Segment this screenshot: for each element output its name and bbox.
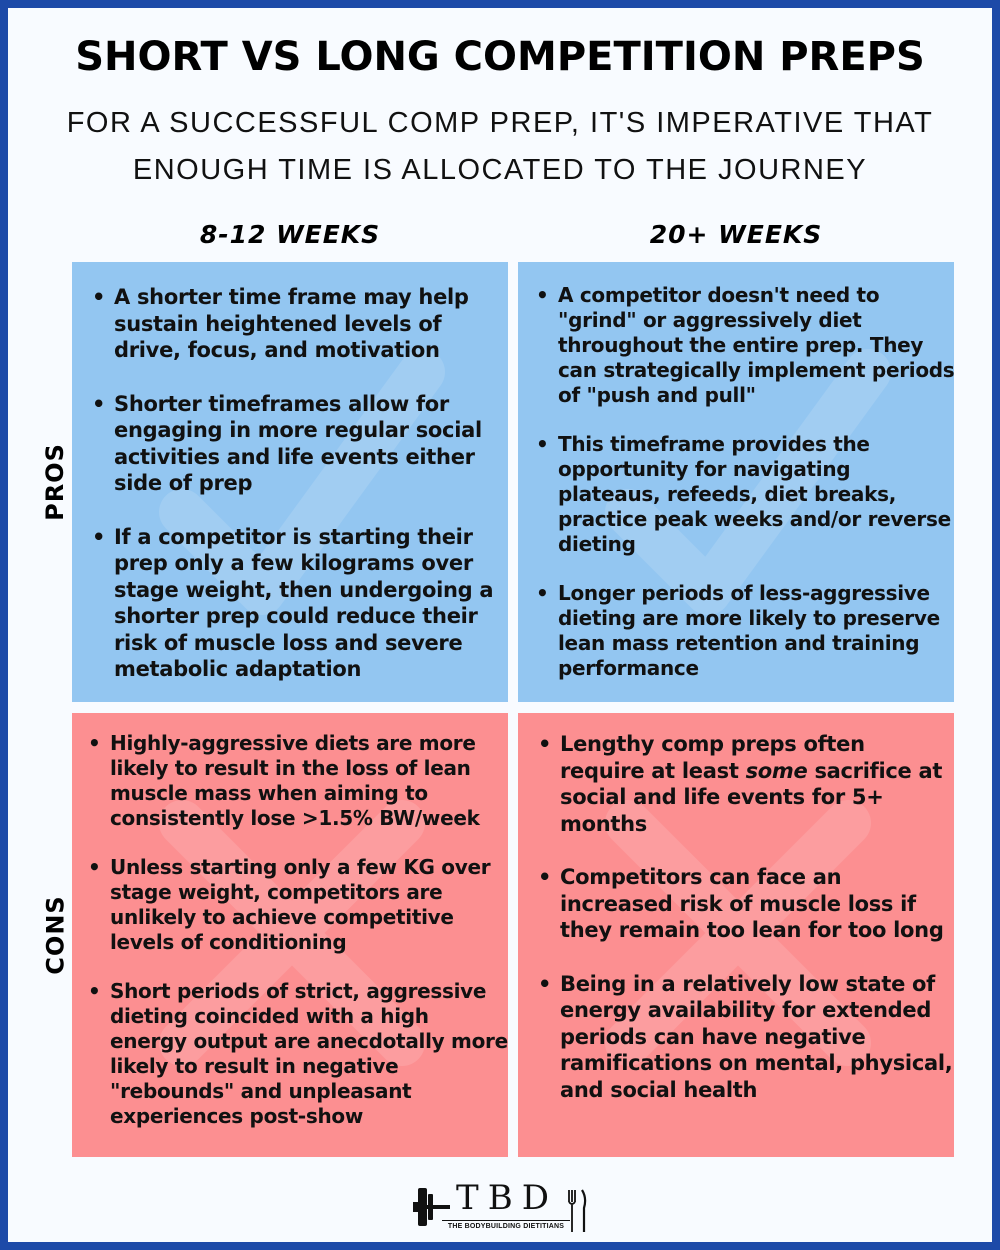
list-item: • If a competitor is starting their prep only a few kilograms over stage weight, then undergoing a shorter prep could reduce their risk of muscle loss and severe metabolic adaptation [92, 524, 504, 683]
list-item: • Longer periods of less-aggressive dieting are more likely to preserve lean mass retention and training performance [536, 581, 954, 681]
list-item: • Highly-aggressive diets are more likely to result in the loss of lean muscle mass when aiming to consistently lose >1.5% BW/week [88, 731, 508, 831]
pros-long-list [536, 283, 954, 702]
list-item: • This timeframe provides the opportunity for navigating plateaus, refeeds, diet breaks, practice peak weeks and/or reverse dieting [536, 432, 954, 557]
list-item: • A competitor doesn't need to "grind" or aggressively diet throughout the entire prep. They can strategically implement periods of "push and pull" [536, 283, 954, 408]
list-item: • Short periods of strict, aggressive dieting coincided with a high energy output are anecdotally more likely to result in negative "rebounds" and unpleasant experiences post-show [88, 979, 508, 1129]
logo-text: TBD [456, 1178, 558, 1218]
list-item: • Competitors can face an increased risk of muscle loss if they remain too lean for too long [538, 864, 954, 944]
column-header-short: 8-12 WEEKS [199, 220, 381, 249]
list-item: • Lengthy comp preps often require at least some sacrifice at social and life events for 5+ months [538, 731, 954, 837]
pros-long-cell [518, 262, 954, 702]
page-title: SHORT VS LONG COMPETITION PREPS [75, 34, 925, 80]
row-label-cons: CONS [41, 895, 70, 975]
cons-long-cell [518, 713, 954, 1157]
row-label-pros: PROS [40, 443, 69, 521]
page-subtitle [60, 100, 940, 194]
column-header-long: 20+ WEEKS [649, 220, 823, 249]
cons-short-list [88, 731, 508, 1153]
pros-short-cell [72, 262, 508, 702]
list-item: • Being in a relatively low state of energy availability for extended periods can have negative ramifications on mental, physical, and social health [538, 971, 954, 1104]
list-item: • Unless starting only a few KG over stage weight, competitors are unlikely to achieve competitive levels of conditioning [88, 855, 508, 955]
logo-subtext: THE BODYBUILDING DIETITIANS [442, 1220, 570, 1230]
subtitle-line-1: FOR A SUCCESSFUL COMP PREP, IT'S IMPERATIVE THAT [66, 107, 934, 139]
fork-knife-icon [566, 1188, 588, 1234]
cons-short-cell [72, 713, 508, 1157]
list-item: • Shorter timeframes allow for engaging in more regular social activities and life events either side of prep [92, 391, 504, 497]
cons-long-list [538, 731, 954, 1130]
list-item: • A shorter time frame may help sustain heightened levels of drive, focus, and motivation [92, 284, 504, 364]
brand-logo [412, 1178, 588, 1238]
subtitle-line-2: ENOUGH TIME IS ALLOCATED TO THE JOURNEY [132, 154, 868, 186]
pros-short-list [92, 284, 504, 702]
